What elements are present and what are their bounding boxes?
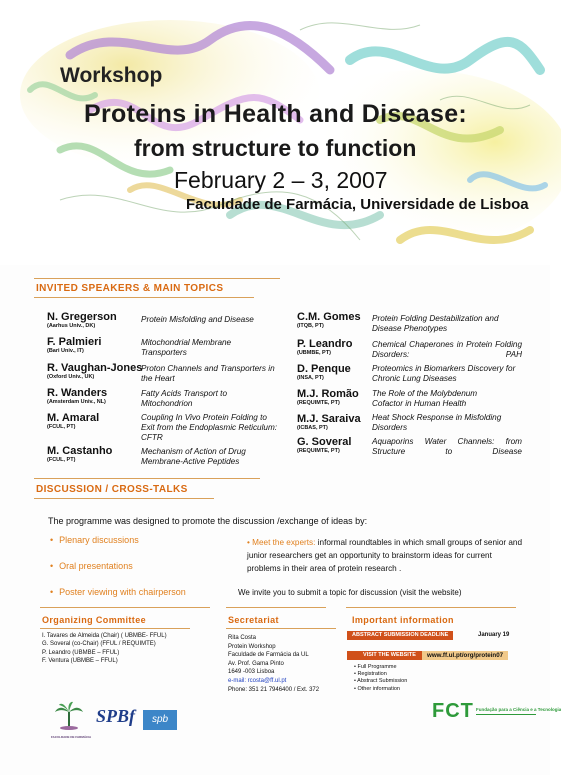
organizing-heading: Organizing Committee	[42, 615, 147, 625]
event-dates: February 2 – 3, 2007	[174, 167, 388, 193]
bullet-dot-icon: •	[247, 538, 253, 547]
speaker-topic: Coupling In Vivo Protein Folding to Exit from the Endoplasmic Reticulum: CFTR	[141, 413, 278, 442]
bullet-poster: • Poster viewing with chairperson	[50, 587, 186, 597]
speaker-affiliation: (REQUIMTE, PT)	[297, 448, 340, 454]
faculdade-farmacia-logo	[51, 700, 92, 739]
divider	[226, 628, 336, 629]
important-items: • Full Programme • Registration • Abstract Submission • Other information	[354, 664, 408, 692]
speaker-affiliation: (Bari Univ., IT)	[47, 348, 84, 354]
spb-logo: spb	[143, 710, 177, 730]
speaker-affiliation: (UBMBE, PT)	[297, 350, 331, 356]
speaker-topic: Heat Shock Response in Misfolding Disorders	[372, 413, 502, 432]
secretariat-email-link[interactable]: e-mail: rcosta@ff.ul.pt	[228, 677, 287, 684]
divider	[34, 278, 280, 279]
speaker-topic: Proteomics in Biomarkers Discovery for Chronic Lung Diseases	[372, 364, 516, 383]
bullet-dot-icon: •	[50, 587, 54, 597]
speaker-castanho	[47, 445, 112, 464]
fct-caption: Fundação para a Ciência e a Tecnologia	[476, 707, 561, 712]
speaker-saraiva	[297, 413, 361, 432]
speaker-affiliation: (FCUL, PT)	[47, 457, 76, 463]
important-heading: Important information	[352, 615, 454, 625]
speaker-affiliation: (Aarhus Univ., DK)	[47, 323, 96, 329]
divider	[34, 297, 254, 298]
secretariat-address: Rita Costa Protein Workshop Faculdade de Farmácia da UL Av. Prof. Gama Pinto 1649 -003 Lisboa e-mail: rcosta@ff.ul.pt Phone: 351 21 7946400 / Ext. 372	[228, 635, 320, 693]
bullet-dot-icon: •	[50, 561, 54, 571]
meet-the-experts	[247, 536, 525, 575]
speaker-name: R. Vaughan-Jones	[47, 362, 143, 374]
speaker-topic: Fatty Acids Transport to Mitochondrion	[141, 389, 227, 408]
speaker-soveral	[297, 436, 351, 455]
title-line-2: from structure to function	[134, 135, 417, 161]
organizing-list: I. Tavares de Almeida (Chair) ( UBMBE- FFUL) G. Soveral (co-Chair) (FFUL / REQUIMTE) P. Leandro (UBMBE – FFUL) F. Ventura (UBMBE – FFUL)	[42, 633, 167, 665]
speaker-palmieri	[47, 336, 101, 355]
speaker-topic: The Role of the Molybdenum Cofactor in Human Health	[372, 389, 478, 408]
speaker-gomes	[297, 311, 361, 330]
invite-text: We invite you to submit a topic for discussion (visit the website)	[238, 588, 462, 597]
speaker-topic: Proton Channels and Transporters in the Heart	[141, 364, 275, 383]
speaker-name: M.J. Saraiva	[297, 413, 361, 425]
speaker-name: C.M. Gomes	[297, 311, 361, 323]
divider	[40, 628, 190, 629]
website-link[interactable]: www.ff.ul.pt/org/protein07	[422, 651, 508, 660]
speaker-wanders	[47, 387, 107, 406]
speakers-heading: INVITED SPEAKERS & MAIN TOPICS	[36, 283, 224, 294]
speaker-affiliation: (INSA, PT)	[297, 375, 324, 381]
discussion-intro: The programme was designed to promote the discussion /exchange of ideas by:	[48, 516, 368, 526]
speaker-affiliation: (FCUL, PT)	[47, 424, 76, 430]
divider	[34, 498, 214, 499]
speaker-topic: Protein Folding Destabilization and Disease Phenotypes	[372, 314, 499, 333]
deadline-label: ABSTRACT SUBMISSION DEADLINE	[347, 631, 453, 640]
speaker-name: M. Amaral	[47, 412, 100, 424]
speaker-romao	[297, 388, 359, 407]
palm-tree-icon	[52, 700, 86, 730]
speaker-name: G. Soveral	[297, 436, 352, 448]
speaker-topic: Protein Misfolding and Disease	[141, 315, 254, 324]
speaker-affiliation: (ITQB, PT)	[297, 323, 324, 329]
divider	[346, 607, 516, 608]
speaker-affiliation: (Amsterdam Univ., NL)	[47, 399, 106, 405]
speaker-vaughan-jones	[47, 362, 142, 381]
secretariat-heading: Secretariat	[228, 615, 279, 625]
speaker-name: R. Wanders	[47, 387, 108, 399]
secretariat-phone: Phone: 351 21 7946400 / Ext. 372	[228, 686, 320, 693]
ff-caption: FACULDADE DE FARMÁCIA	[51, 735, 92, 739]
speaker-name: N. Gregerson	[47, 311, 117, 323]
event-venue: Faculdade de Farmácia, Universidade de Lisboa	[186, 196, 529, 213]
speaker-topic: Aquaporins Water Channels: from Structure to Disease	[372, 437, 522, 456]
divider	[40, 607, 210, 608]
bullet-dot-icon: •	[50, 535, 54, 545]
speaker-name: M. Castanho	[47, 445, 113, 457]
meet-label: Meet the experts:	[252, 538, 316, 547]
deadline-date: January 19	[478, 632, 510, 638]
divider	[34, 478, 260, 479]
speaker-gregerson	[47, 311, 117, 330]
speaker-amaral	[47, 412, 99, 431]
speaker-name: D. Penque	[297, 363, 351, 375]
speaker-affiliation: (ICBAS, PT)	[297, 425, 328, 431]
speaker-name: M.J. Romão	[297, 388, 359, 400]
protein-ribbon-art	[0, 0, 550, 265]
title-line-1: Proteins in Health and Disease:	[84, 100, 468, 128]
speaker-topic: Mitochondrial Membrane Transporters	[141, 338, 232, 357]
bullet-oral: • Oral presentations	[50, 561, 133, 571]
speaker-penque	[297, 363, 351, 382]
hero-banner	[0, 0, 550, 265]
speaker-leandro	[297, 338, 352, 357]
visit-website-label: VISIT THE WEBSITE	[347, 651, 432, 660]
speaker-name: P. Leandro	[297, 338, 353, 350]
discussion-heading: DISCUSSION / CROSS-TALKS	[36, 484, 188, 495]
meet-text: informal roundtables in which small groups of senior and junior researchers get an opportunity to brainstorm ideas for current problems in their area of protein research .	[247, 538, 523, 573]
speaker-topic: Chemical Chaperones in Protein Folding Disorders: PAH	[372, 340, 522, 359]
divider	[226, 607, 326, 608]
workshop-label: Workshop	[60, 64, 163, 87]
speaker-name: F. Palmieri	[47, 336, 102, 348]
speaker-topic: Mechanism of Action of Drug Membrane-Active Peptides	[141, 447, 246, 466]
bullet-plenary: • Plenary discussions	[50, 535, 139, 545]
fct-logo: FCT	[432, 700, 474, 722]
speaker-affiliation: (REQUIMTE, PT)	[297, 400, 340, 406]
spbf-logo: SPBf	[96, 706, 136, 726]
speaker-affiliation: (Oxford Univ., UK)	[47, 374, 95, 380]
fct-underline	[476, 714, 536, 715]
